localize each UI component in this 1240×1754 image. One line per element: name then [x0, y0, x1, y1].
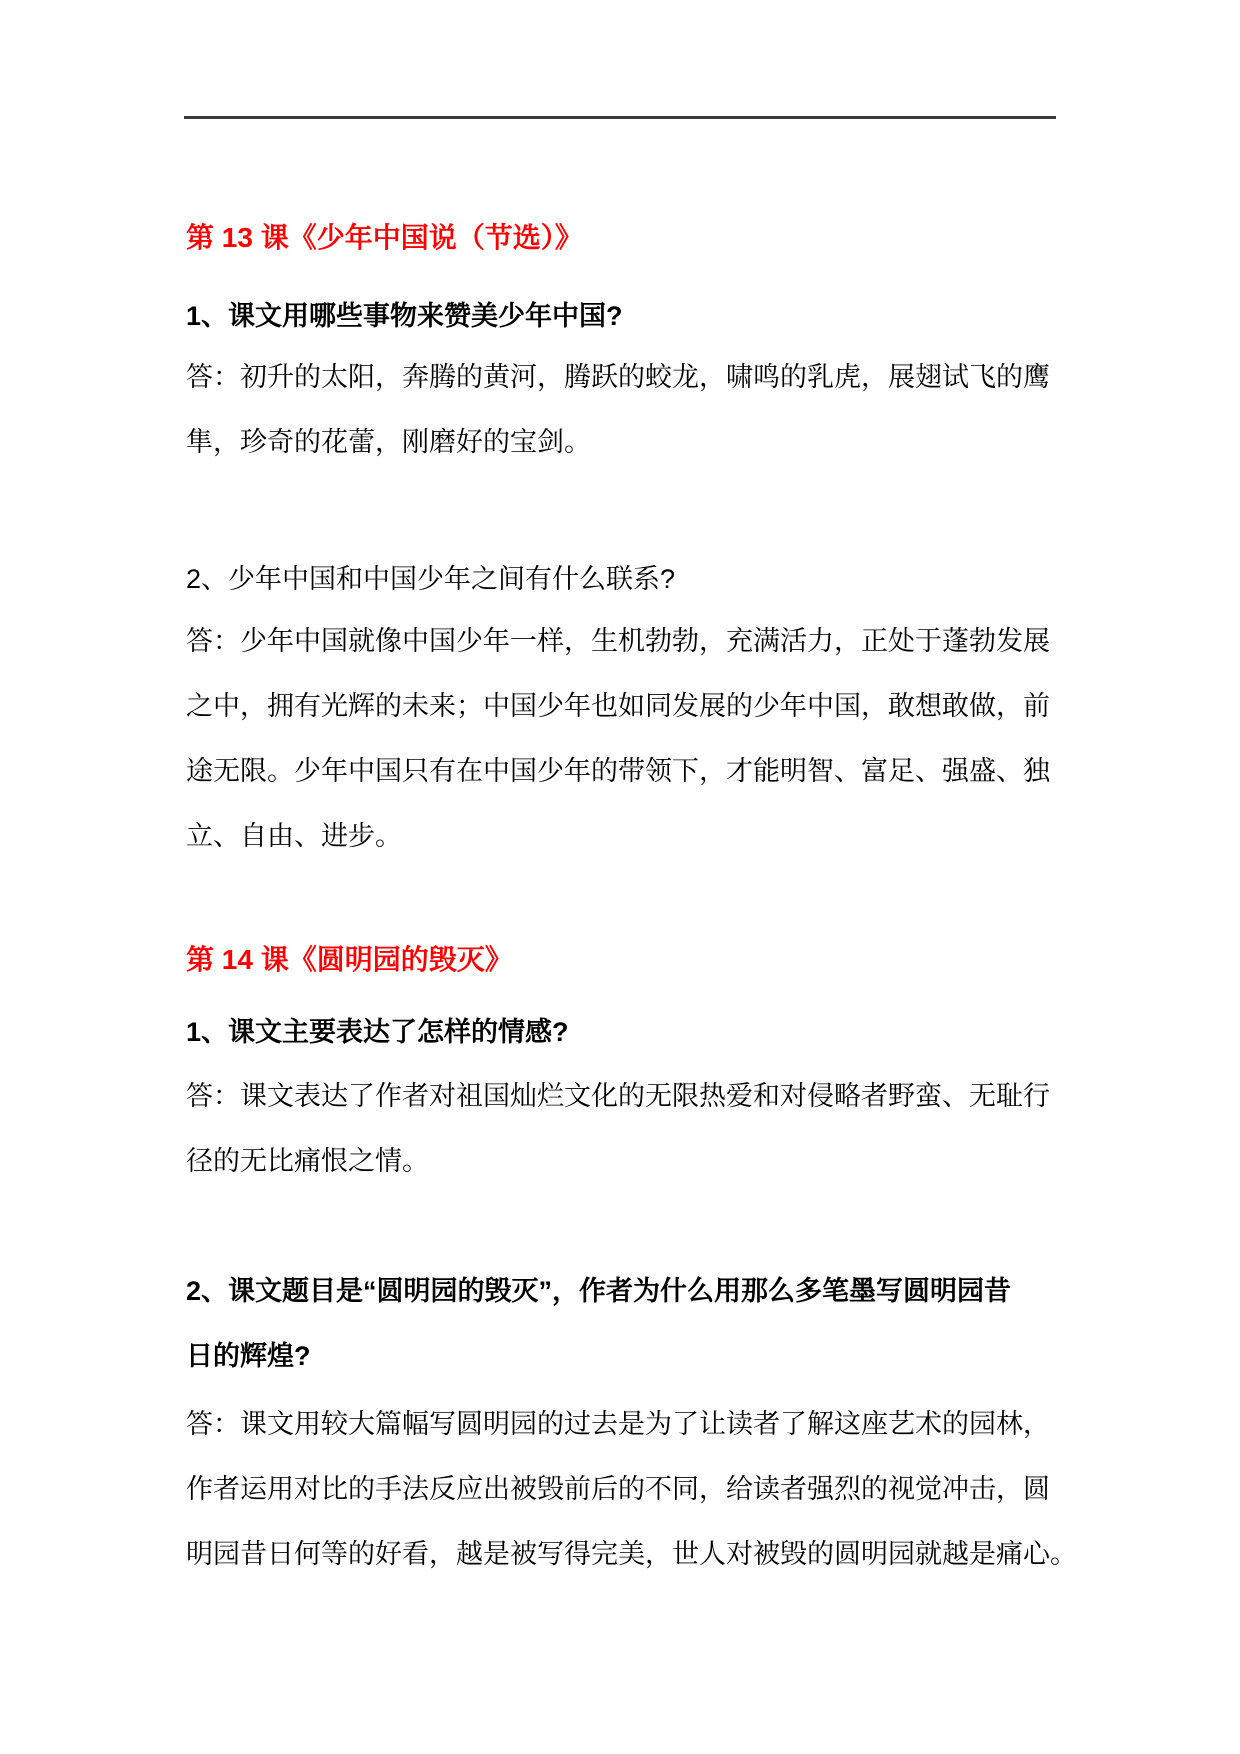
question-line: 1、课文用哪些事物来赞美少年中国? — [186, 301, 623, 331]
answer-line: 立、自由、进步。 — [186, 821, 402, 851]
answer-line: 途无限。少年中国只有在中国少年的带领下，才能明智、富足、强盛、独 — [186, 756, 1050, 786]
answer-line: 明园昔日何等的好看，越是被写得完美，世人对被毁的圆明园就越是痛心。 — [186, 1539, 1077, 1569]
lesson-14-answer-2 — [186, 1392, 1077, 1587]
lesson-14-answer-1 — [186, 1064, 1058, 1194]
lesson-14-heading — [186, 927, 1058, 992]
lesson-14-question-1 — [186, 1000, 1058, 1065]
question-line: 1、课文主要表达了怎样的情感? — [186, 1017, 569, 1047]
lesson-13-heading — [186, 205, 1058, 270]
answer-line: 答：少年中国就像中国少年一样，生机勃勃，充满活力，正处于蓬勃发展 — [186, 626, 1050, 656]
lesson-14-question-2 — [186, 1259, 1058, 1389]
heading-text: 第 13 课《少年中国说（节选）》 — [186, 222, 583, 253]
lesson-13-answer-1 — [186, 345, 1058, 475]
answer-line: 隼，珍奇的花蕾，刚磨好的宝剑。 — [186, 427, 591, 457]
answer-line: 径的无比痛恨之情。 — [186, 1146, 429, 1176]
answer-line: 之中，拥有光辉的未来；中国少年也如同发展的少年中国，敢想敢做，前 — [186, 691, 1050, 721]
answer-line: 答：课文用较大篇幅写圆明园的过去是为了让读者了解这座艺术的园林， — [186, 1409, 1050, 1439]
answer-line: 答：初升的太阳，奔腾的黄河，腾跃的蛟龙，啸鸣的乳虎，展翅试飞的鹰 — [186, 362, 1050, 392]
question-line: 日的辉煌? — [186, 1341, 311, 1371]
heading-text: 第 14 课《圆明园的毁灭》 — [186, 944, 513, 975]
lesson-13-question-1 — [186, 284, 1058, 349]
answer-line: 答：课文表达了作者对祖国灿烂文化的无限热爱和对侵略者野蛮、无耻行 — [186, 1081, 1050, 1111]
answer-line: 作者运用对比的手法反应出被毁前后的不同，给读者强烈的视觉冲击，圆 — [186, 1474, 1050, 1504]
lesson-13-question-2 — [186, 547, 1058, 612]
lesson-13-answer-2 — [186, 609, 1058, 869]
header-rule — [184, 116, 1056, 119]
question-line: 2、少年中国和中国少年之间有什么联系? — [186, 564, 676, 594]
question-line: 2、课文题目是“圆明园的毁灭”，作者为什么用那么多笔墨写圆明园昔 — [186, 1276, 1012, 1306]
